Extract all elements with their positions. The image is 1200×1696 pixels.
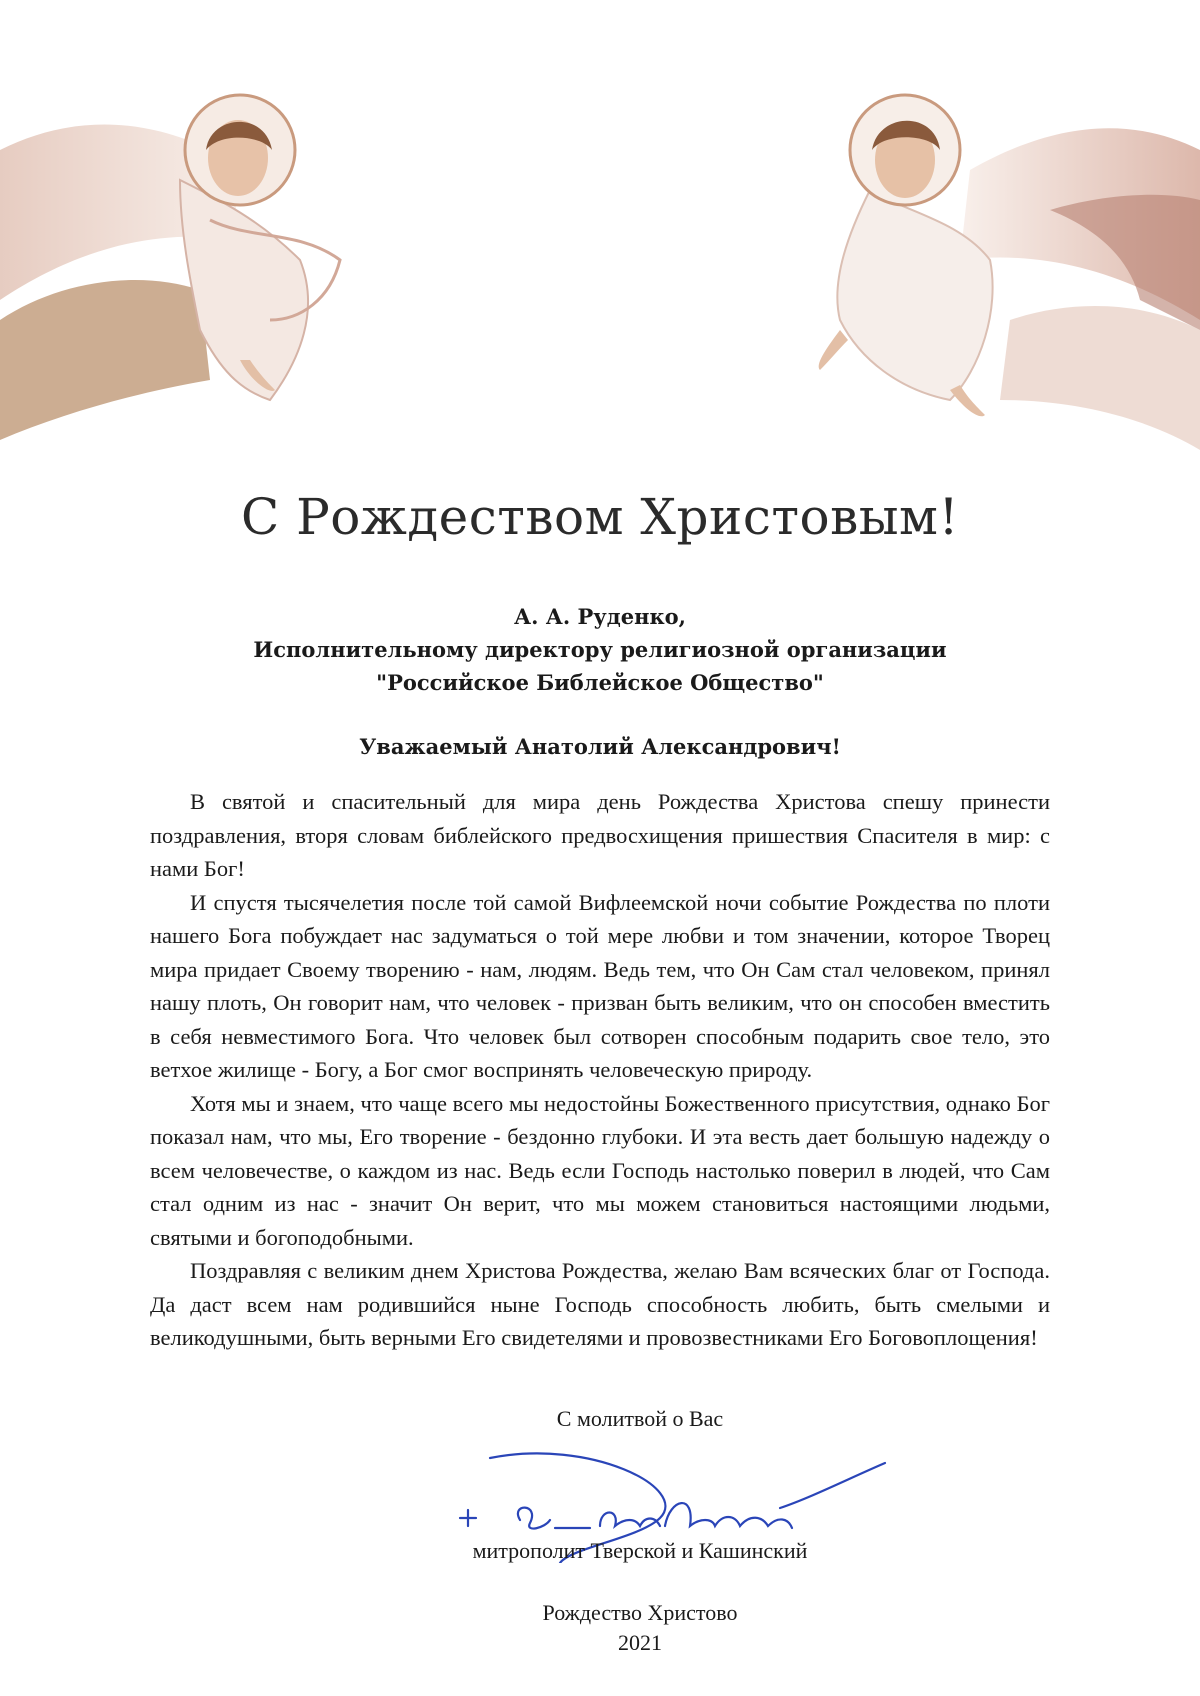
addressee-position: Исполнительному директору религиозной организации xyxy=(253,637,947,662)
right-angel xyxy=(819,95,1200,450)
angels-illustration xyxy=(0,0,1200,560)
body-paragraph: В святой и спасительный для мира день Рождества Христова спешу принести поздравления, вторя словам библейского предвосхищения пришествия Спасителя в мир: с нами Бог! xyxy=(150,789,1050,881)
page-title: С Рождеством Христовым! xyxy=(240,488,960,546)
signer-title: митрополит Тверской и Кашинский xyxy=(472,1538,808,1563)
addressee-name: А. А. Руденко, xyxy=(514,604,686,629)
date-year: 2021 xyxy=(618,1630,662,1655)
date-label: Рождество Христово xyxy=(542,1600,738,1625)
addressee-organization: "Российское Библейское Общество" xyxy=(376,670,824,695)
left-angel xyxy=(0,95,340,440)
letter-body xyxy=(150,785,1050,1355)
body-paragraph: Хотя мы и знаем, что чаще всего мы недостойны Божественного присутствия, однако Бог показал нам, что мы, Его творение - бездонно глубоки. И эта весть дает большую надежду о всем человечестве, о каждом из нас. Ведь если Господь настолько поверил в людей, что Сам стал одним из нас - значит Он верит, что мы можем становиться настоящими людьми, святыми и богоподобными. xyxy=(150,1090,1050,1250)
body-paragraph: Поздравляя с великим днем Христова Рождества, желаю Вам всяческих благ от Господа. Да даст всем нам родившийся ныне Господь способность любить, быть смелыми и великодушными, быть верными Его свидетелями и провозвестниками Его Боговоплощения! xyxy=(150,1258,1050,1350)
addressee-block xyxy=(0,600,1200,699)
closing-line: С молитвой о Вас xyxy=(556,1406,724,1431)
greeting: Уважаемый Анатолий Александрович! xyxy=(359,734,841,759)
body-paragraph: И спустя тысячелетия после той самой Вифлеемской ночи событие Рождества по плоти нашего Бога побуждает нас задуматься о той мере любви и том значении, которое Творец мира придает Своему творению - нам, людям. Ведь тем, что Он Сам стал человеком, принял нашу плоть, Он говорит нам, что человек - призван быть великим, что он способен вместить в себя невместимого Бога. Что человек был сотворен способным подарить свое тело, это ветхое жилище - Богу, а Бог смог воспринять человеческую природу. xyxy=(150,889,1050,1082)
